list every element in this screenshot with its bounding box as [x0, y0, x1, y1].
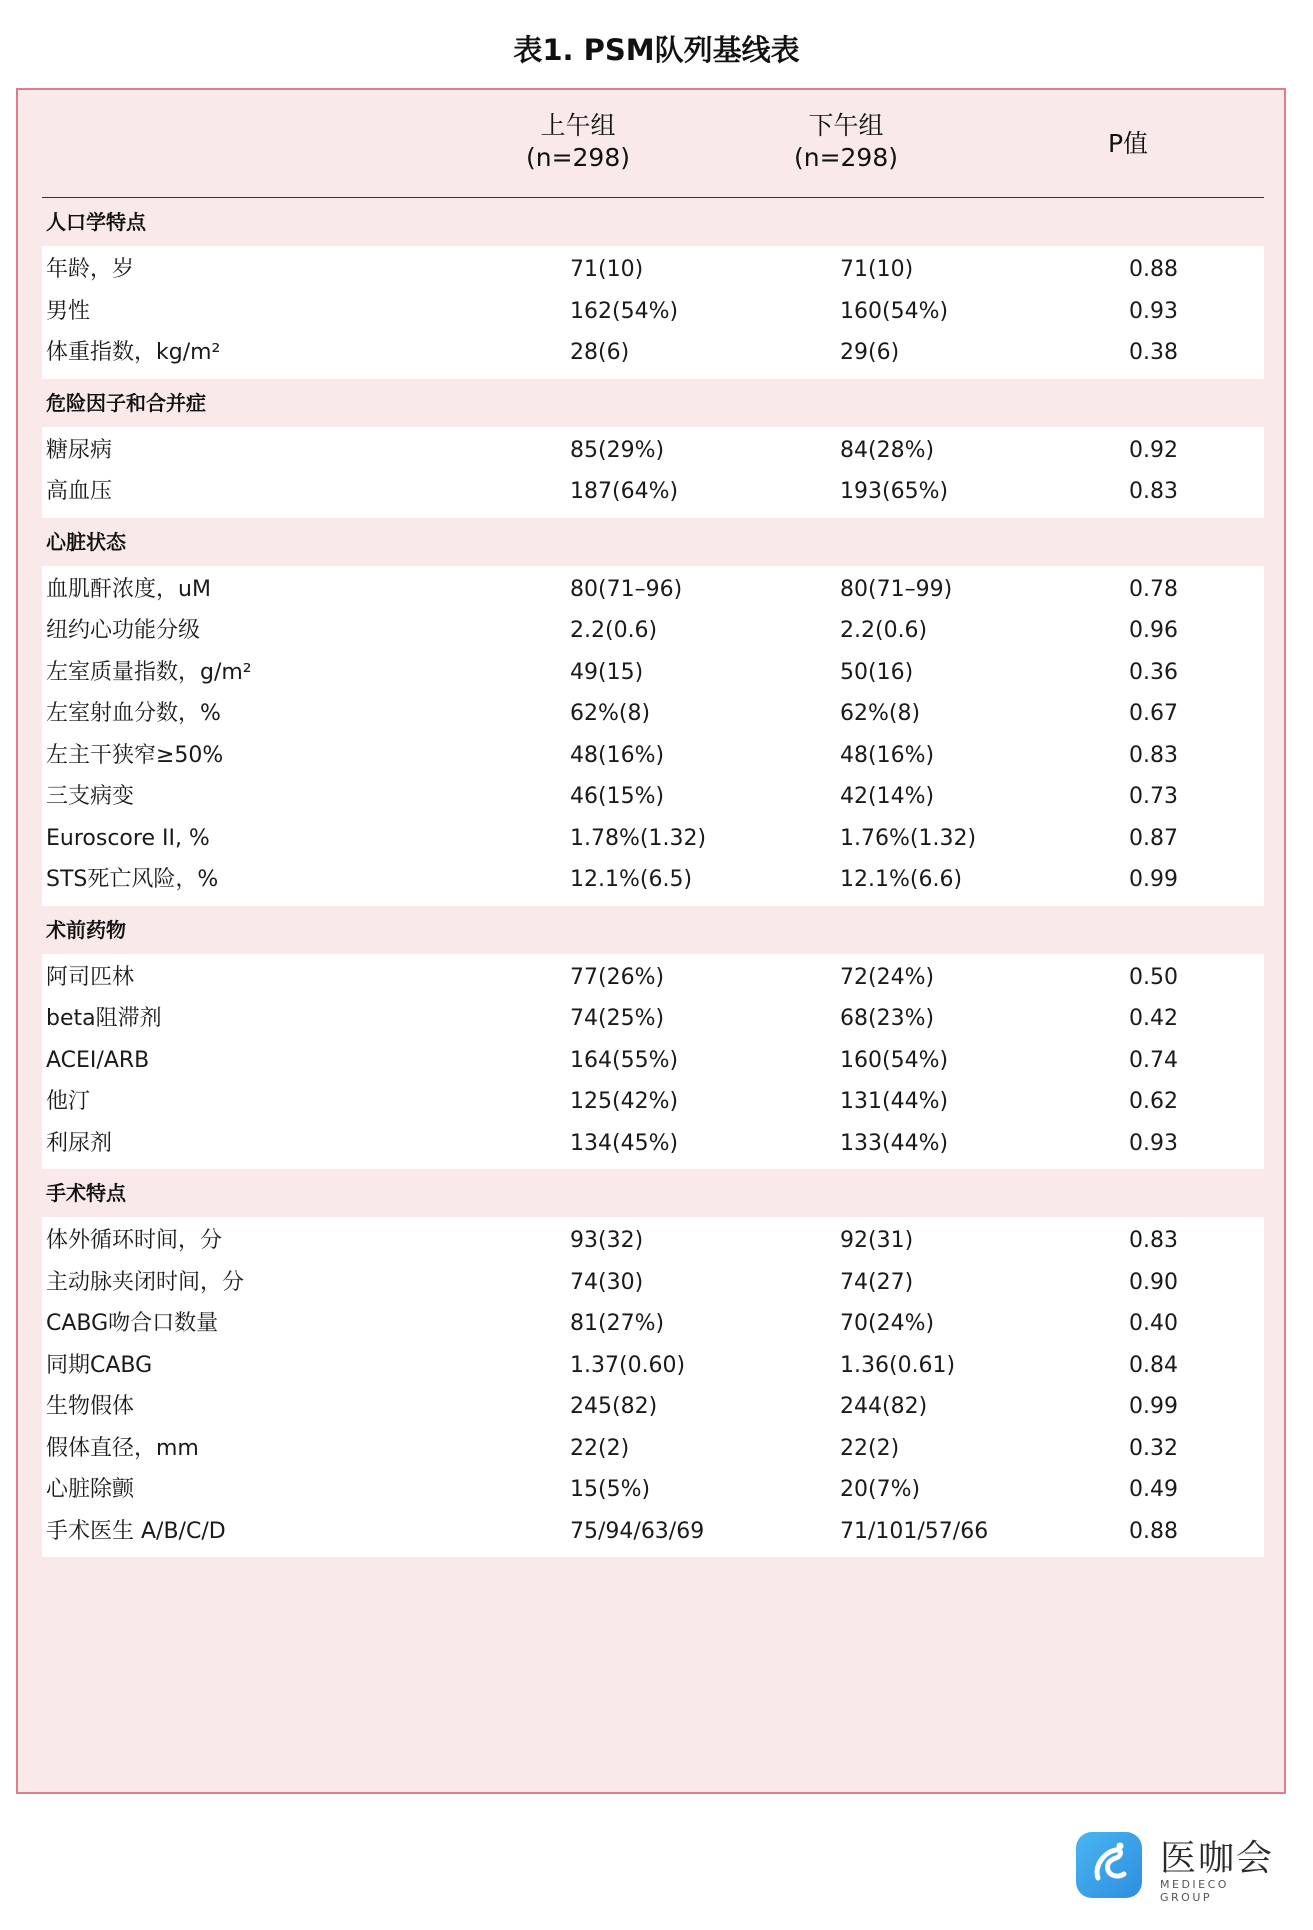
table-row: [42, 472, 1264, 512]
row-label: 手术医生 A/B/C/D: [46, 1518, 226, 1544]
p-value: 0.67: [1129, 701, 1178, 726]
section-label: 心脏状态: [46, 529, 126, 554]
morning-value: 245(82): [570, 1394, 658, 1419]
table-row: [42, 250, 1264, 290]
section-band: [42, 518, 1264, 566]
row-label: 主动脉夹闭时间，分: [46, 1269, 245, 1295]
morning-value: 134(45%): [570, 1130, 679, 1156]
row-label: 血肌酐浓度，uM: [46, 576, 211, 602]
p-value: 0.92: [1129, 437, 1178, 463]
section-label: 危险因子和合并症: [46, 390, 206, 415]
p-value: 0.87: [1129, 825, 1178, 851]
afternoon-value: 70(24%): [840, 1311, 935, 1336]
p-value: 0.83: [1129, 742, 1178, 768]
afternoon-value: 72(24%): [840, 964, 935, 990]
morning-value: 2.2(0.6): [570, 618, 658, 643]
table-row: [42, 1263, 1264, 1303]
afternoon-value: 2.2(0.6): [840, 618, 928, 643]
logo-subtitle: MEDIECO GROUP: [1160, 1878, 1229, 1904]
morning-value: 22(2): [570, 1435, 630, 1461]
p-value: 0.62: [1129, 1089, 1178, 1114]
row-label: ACEI/ARB: [46, 1047, 150, 1073]
afternoon-value: 48(16%): [840, 742, 935, 768]
morning-value: 1.37(0.60): [570, 1352, 686, 1378]
p-value: 0.90: [1129, 1269, 1178, 1295]
afternoon-value: 71(10): [840, 257, 914, 282]
table-row: [42, 1041, 1264, 1081]
morning-value: 74(30): [570, 1269, 644, 1295]
table-row: [42, 1346, 1264, 1386]
afternoon-value: 71/101/57/66: [840, 1518, 989, 1544]
morning-value: 77(26%): [570, 964, 665, 990]
row-label: Euroscore II, %: [46, 825, 210, 851]
morning-value: 49(15): [570, 659, 644, 685]
row-label: STS死亡风险，%: [46, 867, 219, 892]
row-label: 利尿剂: [46, 1130, 113, 1156]
table-row: [42, 611, 1264, 651]
afternoon-value: 84(28%): [840, 437, 935, 463]
table-row: [42, 333, 1264, 373]
afternoon-value: 50(16): [840, 659, 914, 685]
afternoon-value: 68(23%): [840, 1006, 935, 1031]
morning-value: 15(5%): [570, 1477, 651, 1502]
afternoon-value: 1.76%(1.32): [840, 825, 977, 851]
section-label: 手术特点: [46, 1181, 126, 1205]
p-value: 0.50: [1129, 964, 1178, 990]
morning-value: 85(29%): [570, 437, 665, 463]
section-band: [42, 1169, 1264, 1217]
table-row: [42, 860, 1264, 900]
afternoon-value: 62%(8): [840, 701, 921, 726]
morning-value: 125(42%): [570, 1089, 679, 1114]
row-label: 心脏除颤: [46, 1477, 135, 1502]
row-label: 体重指数，kg/m²: [46, 340, 221, 365]
table-row: [42, 570, 1264, 610]
header-p-value: P值: [1107, 129, 1149, 158]
afternoon-value: 42(14%): [840, 784, 935, 809]
afternoon-value: 1.36(0.61): [840, 1352, 956, 1378]
table-row: [42, 777, 1264, 817]
p-value: 0.83: [1129, 1228, 1178, 1253]
p-value: 0.36: [1129, 659, 1178, 685]
row-label: 高血压: [46, 479, 113, 504]
afternoon-value: 193(65%): [840, 479, 949, 504]
afternoon-value: 12.1%(6.6): [840, 867, 963, 892]
table-row: [42, 1221, 1264, 1261]
table-row: [42, 1124, 1264, 1164]
table-row: [42, 292, 1264, 332]
section-label: 人口学特点: [46, 210, 146, 234]
row-label: 同期CABG: [46, 1352, 153, 1378]
section-label: 术前药物: [46, 917, 126, 942]
table-row: [42, 1387, 1264, 1427]
table-row: [42, 694, 1264, 734]
table-row: [42, 819, 1264, 859]
morning-value: 12.1%(6.5): [570, 867, 693, 892]
afternoon-value: 80(71–99): [840, 576, 953, 602]
row-label: 左室射血分数，%: [46, 701, 221, 726]
row-label: 糖尿病: [46, 437, 113, 463]
morning-value: 75/94/63/69: [570, 1518, 705, 1544]
p-value: 0.99: [1129, 867, 1178, 892]
morning-value: 164(55%): [570, 1047, 679, 1073]
morning-value: 81(27%): [570, 1311, 665, 1336]
header-morning-group: [478, 110, 678, 174]
afternoon-value: 22(2): [840, 1435, 900, 1461]
morning-value: 71(10): [570, 257, 644, 282]
afternoon-value: 133(44%): [840, 1130, 949, 1156]
afternoon-value: 29(6): [840, 340, 900, 365]
p-value: 0.96: [1129, 618, 1178, 643]
p-value: 0.84: [1129, 1352, 1178, 1378]
table-row: [42, 1470, 1264, 1510]
morning-value: 46(15%): [570, 784, 665, 809]
table-row: [42, 1082, 1264, 1122]
afternoon-value: 160(54%): [840, 1047, 949, 1073]
table-row: [42, 1304, 1264, 1344]
table-row: [42, 736, 1264, 776]
section-band: [42, 379, 1264, 427]
morning-value: 48(16%): [570, 742, 665, 768]
p-value: 0.74: [1129, 1047, 1178, 1073]
section-band: [42, 198, 1264, 246]
morning-value: 162(54%): [570, 298, 679, 324]
row-label: CABG吻合口数量: [46, 1311, 219, 1336]
page-title: 表1. PSM队列基线表: [513, 33, 800, 67]
morning-value: 93(32): [570, 1228, 644, 1253]
table-row: [42, 958, 1264, 998]
row-label: 纽约心功能分级: [46, 618, 201, 643]
p-value: 0.42: [1129, 1006, 1178, 1031]
morning-value: 74(25%): [570, 1006, 665, 1031]
row-label: 假体直径，mm: [46, 1435, 199, 1461]
p-value: 0.78: [1129, 576, 1178, 602]
afternoon-value: 74(27): [840, 1269, 914, 1295]
row-label: 生物假体: [46, 1394, 135, 1419]
section-band: [42, 906, 1264, 954]
medieco-logo-icon: [1076, 1832, 1142, 1898]
p-value: 0.38: [1129, 340, 1178, 365]
morning-value: 28(6): [570, 340, 630, 365]
morning-value: 1.78%(1.32): [570, 825, 707, 851]
header-afternoon-group: [746, 110, 946, 174]
afternoon-value: 20(7%): [840, 1477, 921, 1502]
p-value: 0.49: [1129, 1477, 1178, 1502]
p-value: 0.93: [1129, 1130, 1178, 1156]
afternoon-value: 244(82): [840, 1394, 928, 1419]
p-value: 0.83: [1129, 479, 1178, 504]
p-value: 0.40: [1129, 1311, 1178, 1336]
baseline-table: [16, 88, 1286, 1794]
p-value: 0.73: [1129, 784, 1178, 809]
afternoon-value: 131(44%): [840, 1089, 949, 1114]
table-header: [18, 90, 1284, 198]
morning-value: 80(71–96): [570, 576, 683, 602]
table-row: [42, 653, 1264, 693]
row-label: 年龄，岁: [46, 257, 135, 282]
row-label: 左室质量指数，g/m²: [46, 659, 252, 685]
table-row: [42, 1429, 1264, 1469]
header-afternoon-label: 下午组: [808, 111, 884, 140]
row-label: 他汀: [46, 1089, 91, 1114]
header-afternoon-count: (n=298): [793, 143, 899, 172]
afternoon-value: 160(54%): [840, 298, 949, 324]
p-value: 0.88: [1129, 257, 1178, 282]
row-label: beta阻滞剂: [46, 1006, 162, 1031]
medieco-logo: [1076, 1830, 1286, 1904]
row-label: 三支病变: [46, 784, 135, 809]
morning-value: 187(64%): [570, 479, 679, 504]
row-label: 左主干狭窄≥50%: [46, 742, 224, 768]
logo-name: 医咖会: [1160, 1838, 1275, 1879]
row-label: 阿司匹林: [46, 964, 135, 990]
row-label: 男性: [46, 298, 91, 324]
header-morning-label: 上午组: [540, 111, 616, 140]
afternoon-value: 92(31): [840, 1228, 914, 1253]
morning-value: 62%(8): [570, 701, 651, 726]
p-value: 0.99: [1129, 1394, 1178, 1419]
table-row: [42, 999, 1264, 1039]
p-value: 0.32: [1129, 1435, 1178, 1461]
p-value: 0.88: [1129, 1518, 1178, 1544]
table-row: [42, 431, 1264, 471]
row-label: 体外循环时间，分: [46, 1228, 223, 1253]
table-row: [42, 1512, 1264, 1552]
header-morning-count: (n=298): [525, 143, 631, 172]
p-value: 0.93: [1129, 298, 1178, 324]
